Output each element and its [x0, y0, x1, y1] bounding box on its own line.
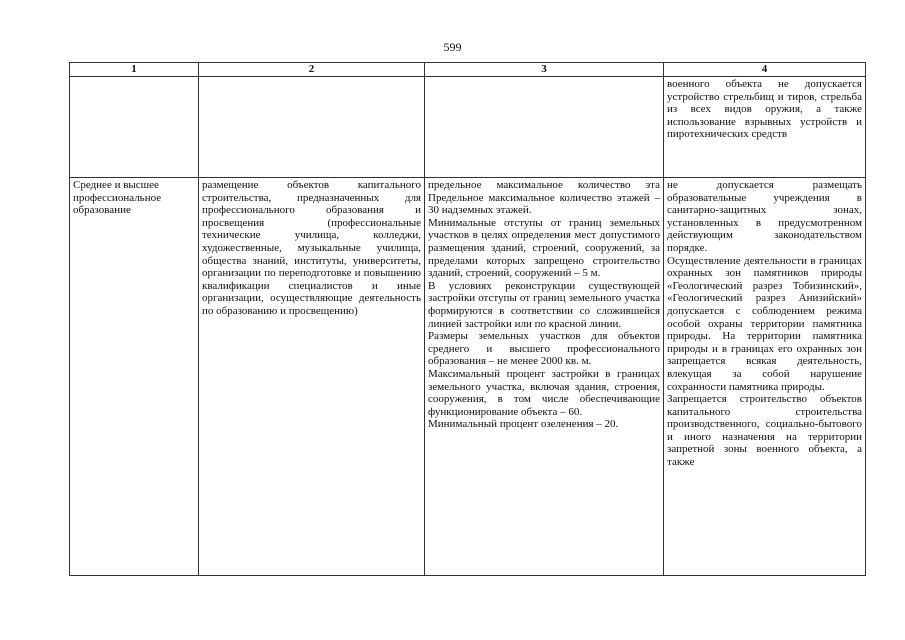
- cell-description: [199, 77, 425, 178]
- parameter-paragraph: Размеры земельных участков для объектов среднего и высшего профессионального образования – не менее 2000 кв. м.: [428, 330, 660, 368]
- page-number: 599: [443, 40, 462, 54]
- cell-restrictions: военного объекта не допускается устройство стрельбищ и тиров, стрельба из всех видов оружия, а также использование взрывных устройств и пиротехнических средств: [664, 77, 866, 178]
- cell-restrictions: [664, 178, 866, 576]
- regulations-table: [69, 62, 866, 576]
- restriction-paragraph: не допускается размещать образовательные учреждения в санитарно-защитных зонах, установленных в предусмотренном действующим законодательством порядке.: [667, 179, 862, 254]
- parameter-paragraph: предельное максимальное количество эта Предельное максимальное количество этажей – 30 надземных этажей.: [428, 179, 660, 217]
- column-header-4: 4: [664, 63, 866, 77]
- cell-description: размещение объектов капитального строительства, предназначенных для профессионального образования и просвещения (профессиональные технические училища, колледжи, художественные, музыкальные училища, общества знаний, институты, университеты, организации по переподготовке и повышению квалификации специалистов и иные организации, осуществляющие деятельность по образованию и просвещению): [199, 178, 425, 576]
- column-header-1: 1: [70, 63, 199, 77]
- restriction-paragraph: Осуществление деятельности в границах охранных зон памятников природы «Геологический разрез Тобизинский», «Геологический разрез Анизийский» допускается с соблюдением режима особой охраны территории памятника природы. На территории памятника природы и в границах его охранных зон запрещается всякая деятельность, влекущая за собой нарушение сохранности памятника природы.: [667, 254, 862, 393]
- column-header-3: 3: [425, 63, 664, 77]
- parameter-paragraph: Минимальный процент озеленения – 20.: [428, 418, 619, 431]
- restriction-paragraph: Запрещается строительство объектов капитального строительства производственного, социально-бытового и иного назначения на территории запретной зоны военного объекта, а также: [667, 393, 862, 469]
- table-row-continuation: [70, 77, 866, 178]
- cell-parameters: [425, 77, 664, 178]
- table-row-education: [70, 178, 866, 576]
- cell-parameters: [425, 178, 664, 576]
- cell-use-type: Среднее и высшее профессиональное образование: [70, 178, 199, 576]
- parameter-paragraph: Максимальный процент застройки в границах земельного участка, включая здания, строения, сооружения, в том числе обеспечивающие функционирование объекта – 60.: [428, 367, 660, 418]
- cell-use-type: [70, 77, 199, 178]
- parameter-paragraph: В условиях реконструкции существующей застройки отступы от границ земельного участка формируются в соответствии со сложившейся линией застройки или по красной линии.: [428, 279, 660, 330]
- table-header-row: [70, 63, 866, 77]
- column-header-2: 2: [199, 63, 425, 77]
- parameter-paragraph: Минимальные отступы от границ земельных участков в целях определения мест допустимого размещения зданий, строений, сооружений, за пределами которых запрещено строительство зданий, строений, сооружений – 5 м.: [428, 216, 660, 280]
